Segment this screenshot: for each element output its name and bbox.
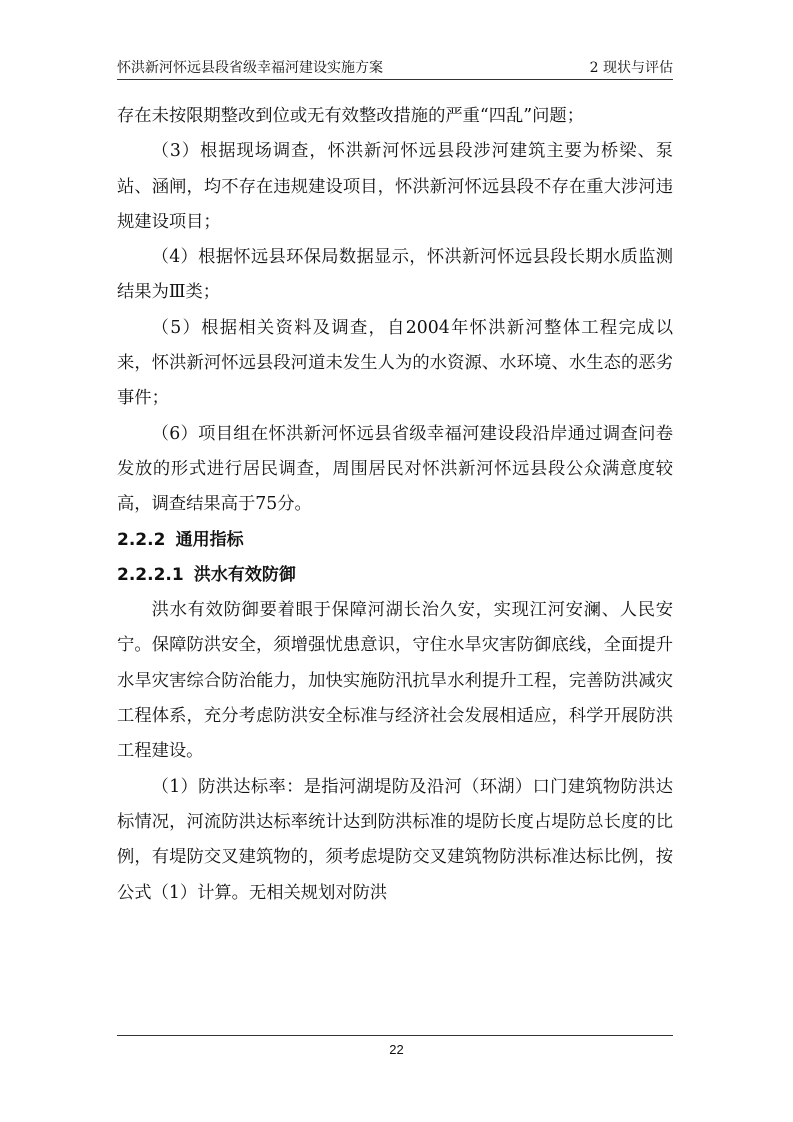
body-text (117, 99, 673, 911)
page-number: 22 (389, 1042, 404, 1057)
header-rule (117, 79, 673, 80)
subsection-heading (117, 558, 673, 593)
paragraph-item-4: （4）根据怀远县环保局数据显示，怀洪新河怀远县段长期水质监测结果为Ⅲ类； (117, 247, 673, 303)
paragraph-item-6: （6）项目组在怀洪新河怀远县省级幸福河建设段沿岸通过调查问卷发放的形式进行居民调查，周围居民对怀洪新河怀远县段公众满意度较高，调查结果高于75分。 (117, 423, 673, 515)
paragraph-item-3: （3）根据现场调查，怀洪新河怀远县段涉河建筑主要为桥梁、泵站、涵闸，均不存在违规建设项目，怀洪新河怀远县段不存在重大涉河违规建设项目； (117, 141, 673, 232)
section-heading (117, 523, 673, 558)
footer-rule (117, 1035, 673, 1036)
paragraph-continued: 存在未按限期整改到位或无有效整改措施的严重“四乱”问题； (117, 106, 584, 126)
paragraph-flood-defense: 洪水有效防御要着眼于保障河湖长治久安，实现江河安澜、人民安宁。保障防洪安全，须增强忧患意识，守住水旱灾害防御底线，全面提升水旱灾害综合防治能力，加快实施防汛抗旱水利提升工程，完善防洪减灾工程体系，充分考虑防洪安全标准与经济社会发展相适应，科学开展防洪工程建设。 (117, 600, 673, 762)
running-header (117, 56, 673, 80)
section-title: 通用指标 (175, 529, 244, 550)
section-number: 2.2.2 (117, 529, 166, 550)
header-document-title: 怀洪新河怀远县段省级幸福河建设实施方案 (117, 60, 383, 76)
subsection-title: 洪水有效防御 (193, 564, 296, 585)
header-chapter-title: 2 现状与评估 (589, 60, 673, 76)
paragraph-item-5: （5）根据相关资料及调查，自2004年怀洪新河整体工程完成以来，怀洪新河怀远县段河道未发生人为的水资源、水环境、水生态的恶劣事件； (117, 317, 673, 409)
subsection-number: 2.2.2.1 (117, 564, 184, 585)
paragraph-flood-standard-rate: （1）防洪达标率：是指河湖堤防及沿河（环湖）口门建筑物防洪达标情况，河流防洪达标率统计达到防洪标准的堤防长度占堤防总长度的比例，有堤防交叉建筑物的，须考虑堤防交叉建筑物防洪标准达标比例，按公式（1）计算。无相关规划对防洪 (117, 776, 673, 903)
